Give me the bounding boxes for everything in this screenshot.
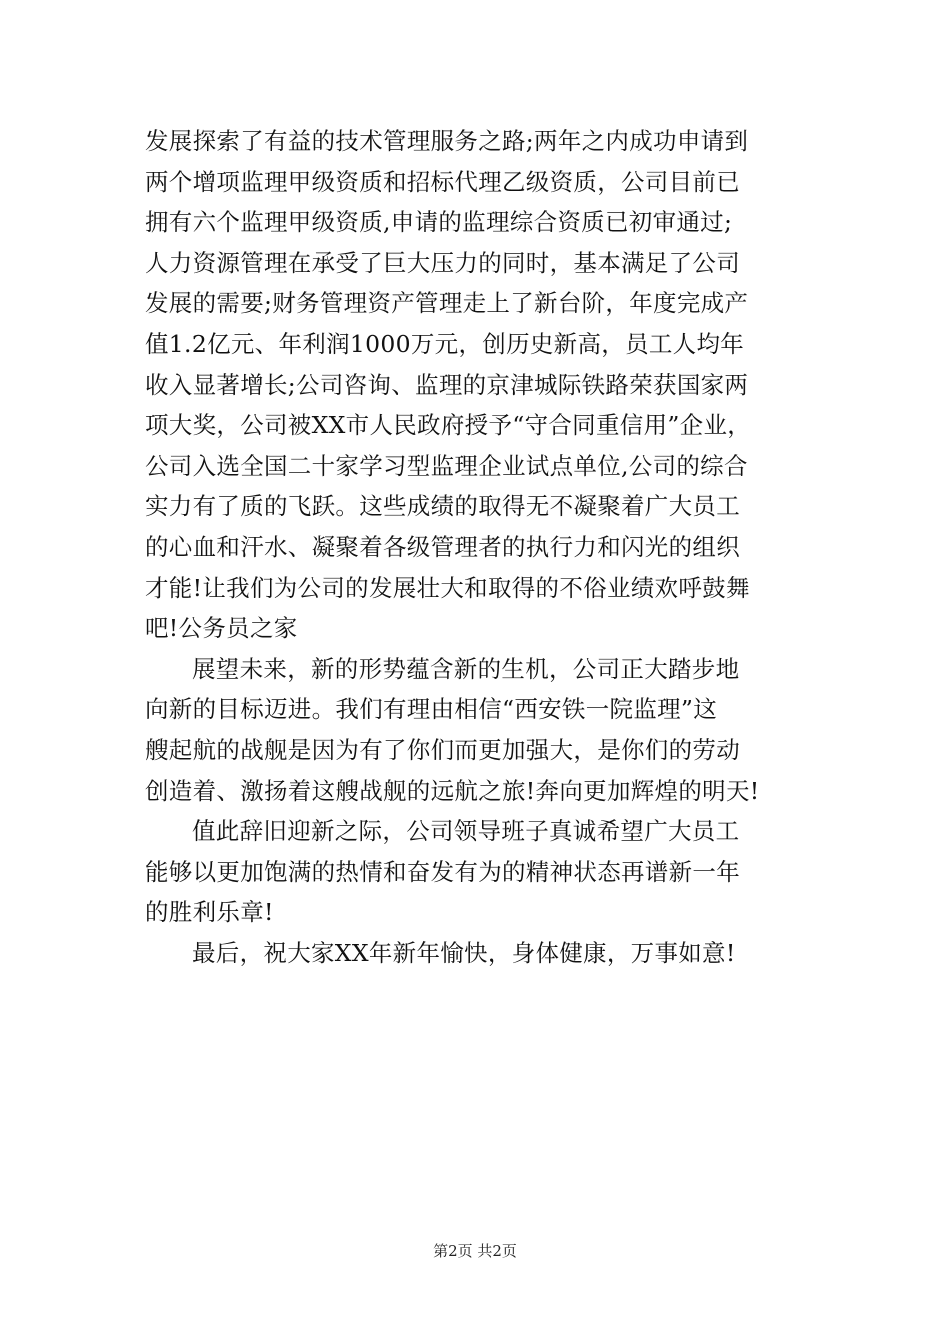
text-line: 才能!让我们为公司的发展壮大和取得的不俗业绩欢呼鼓舞 [145, 573, 750, 602]
text-line: 值此辞旧迎新之际，公司领导班子真诚希望广大员工 [192, 817, 740, 846]
text-line: 向新的目标迈进。我们有理由相信“西安铁一院监理”这 [145, 695, 718, 724]
document-body [145, 121, 810, 973]
text-line: 拥有六个监理甲级资质,申请的监理综合资质已初审通过; [145, 208, 733, 237]
paragraph-closing-greeting [145, 933, 810, 974]
paragraph-new-year-wish [145, 811, 810, 933]
text-line: 两个增项监理甲级资质和招标代理乙级资质，公司目前已 [145, 167, 740, 196]
text-line: 展望未来，新的形势蕴含新的生机，公司正大踏步地 [192, 654, 740, 683]
text-line: 实力有了质的飞跃。这些成绩的取得无不凝聚着广大员工 [145, 492, 740, 521]
text-line: 收入显著增长;公司咨询、监理的京津城际铁路荣获国家两 [145, 370, 749, 399]
text-line: 值1.2亿元、年利润1000万元，创历史新高，员工人均年 [145, 329, 745, 358]
text-line: 的胜利乐章! [145, 898, 274, 927]
text-line: 项大奖，公司被XX市人民政府授予“守合同重信用”企业， [145, 411, 752, 440]
text-line: 吧!公务员之家 [145, 614, 298, 643]
text-line: 能够以更加饱满的热情和奋发有为的精神状态再谱新一年 [145, 857, 740, 886]
text-line: 创造着、激扬着这艘战舰的远航之旅!奔向更加辉煌的明天! [145, 776, 760, 805]
text-line: 发展的需要;财务管理资产管理走上了新台阶，年度完成产 [145, 289, 749, 318]
text-line: 公司入选全国二十家学习型监理企业试点单位,公司的综合 [145, 451, 748, 480]
text-line: 艘起航的战舰是因为有了你们而更加强大，是你们的劳动 [145, 735, 740, 764]
text-line: 人力资源管理在承受了巨大压力的同时，基本满足了公司 [145, 248, 740, 277]
text-line: 的心血和汗水、凝聚着各级管理者的执行力和闪光的组织 [145, 532, 740, 561]
text-line: 发展探索了有益的技术管理服务之路;两年之内成功申请到 [145, 127, 749, 155]
text-line: 最后，祝大家XX年新年愉快，身体健康，万事如意! [192, 938, 736, 967]
page-number-footer: 第2页 共2页 [433, 1242, 517, 1260]
paragraph-achievements [145, 121, 810, 649]
paragraph-outlook [145, 649, 810, 811]
